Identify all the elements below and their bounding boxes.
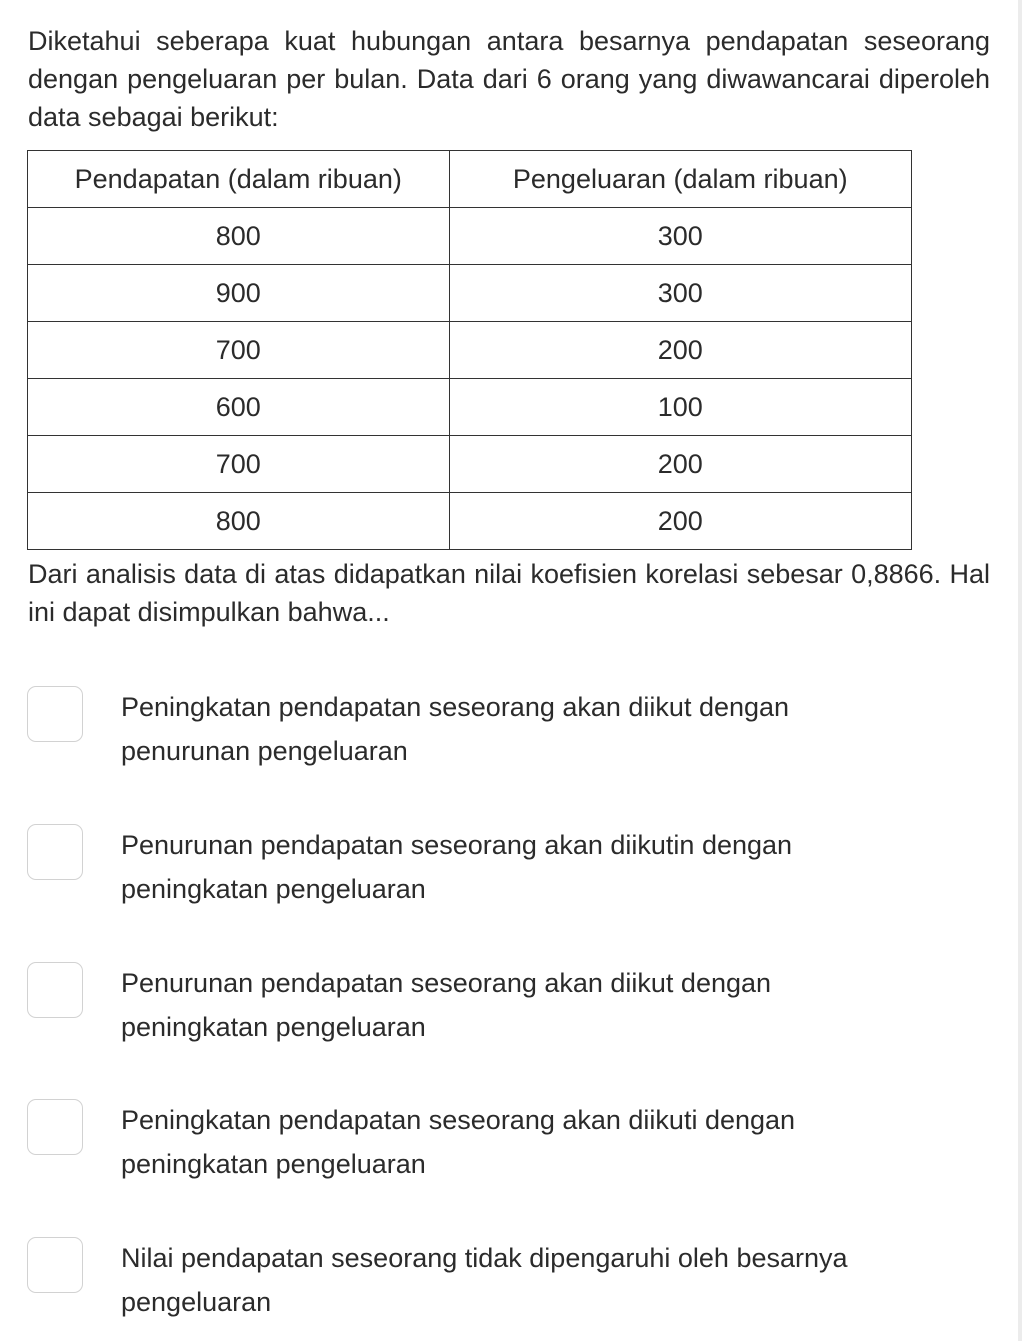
checkbox-1[interactable]: [27, 686, 83, 742]
table-row: [28, 436, 912, 493]
answer-option-2-label: Penurunan pendapatan seseorang akan diikutin dengan peningkatan pengeluaran: [121, 830, 793, 904]
data-table: [27, 150, 912, 550]
header-pengeluaran: Pengeluaran (dalam ribuan): [449, 151, 911, 208]
table-header-row: [28, 151, 912, 208]
cell-pengeluaran: 100: [449, 379, 911, 436]
table-row: [28, 379, 912, 436]
cell-pendapatan: 800: [28, 208, 450, 265]
cell-pendapatan: 700: [28, 436, 450, 493]
table-row: [28, 265, 912, 322]
header-pendapatan: Pendapatan (dalam ribuan): [28, 151, 450, 208]
cell-pendapatan: 700: [28, 322, 450, 379]
question-text: Diketahui seberapa kuat hubungan antara besarnya pendapatan seseorang dengan pengeluaran per bulan. Data dari 6 orang yang diwawancarai diperoleh data sebagai berikut:: [28, 26, 990, 132]
answer-option-4-label: Peningkatan pendapatan seseorang akan diikuti dengan peningkatan pengeluaran: [121, 1105, 796, 1179]
table-row: [28, 322, 912, 379]
cell-pengeluaran: 300: [449, 208, 911, 265]
conclusion-text: Dari analisis data di atas didapatkan nilai koefisien korelasi sebesar 0,8866. Hal ini dapat disimpulkan bahwa...: [28, 559, 990, 627]
answer-option-4[interactable]: [27, 1099, 927, 1189]
answer-option-5-label: Nilai pendapatan seseorang tidak dipengaruhi oleh besarnya pengeluaran: [121, 1243, 848, 1317]
answer-option-1[interactable]: [27, 686, 927, 776]
checkbox-4[interactable]: [27, 1099, 83, 1155]
cell-pengeluaran: 200: [449, 436, 911, 493]
answer-option-2[interactable]: [27, 824, 927, 914]
answer-option-1-label: Peningkatan pendapatan seseorang akan diikut dengan penurunan pengeluaran: [121, 692, 790, 766]
cell-pengeluaran: 300: [449, 265, 911, 322]
right-edge-divider: [1018, 0, 1022, 1341]
checkbox-2[interactable]: [27, 824, 83, 880]
cell-pengeluaran: 200: [449, 493, 911, 550]
answer-option-3-label: Penurunan pendapatan seseorang akan diikut dengan peningkatan pengeluaran: [121, 968, 772, 1042]
cell-pendapatan: 900: [28, 265, 450, 322]
checkbox-3[interactable]: [27, 962, 83, 1018]
answer-option-3[interactable]: [27, 962, 927, 1052]
cell-pendapatan: 600: [28, 379, 450, 436]
table-row: [28, 208, 912, 265]
cell-pendapatan: 800: [28, 493, 450, 550]
table-row: [28, 493, 912, 550]
answer-option-5[interactable]: [27, 1237, 927, 1327]
checkbox-5[interactable]: [27, 1237, 83, 1293]
cell-pengeluaran: 200: [449, 322, 911, 379]
